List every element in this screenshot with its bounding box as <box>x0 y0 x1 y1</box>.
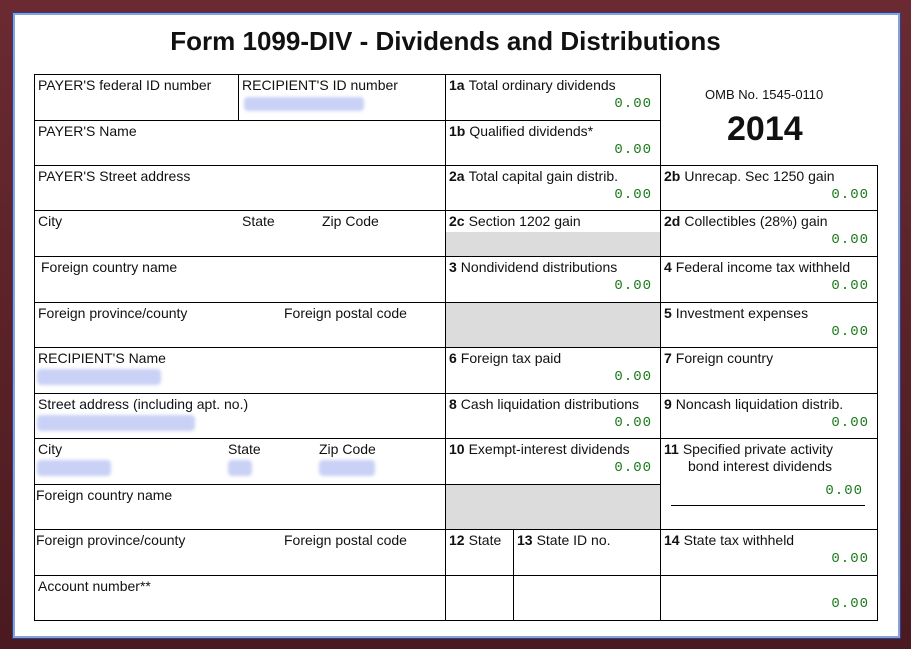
box-2a-label <box>449 168 618 184</box>
box-number: 3 <box>449 259 457 275</box>
payer-street-field[interactable] <box>34 165 446 211</box>
recipient-name-field[interactable] <box>34 347 446 394</box>
box-label: Section 1202 gain <box>468 213 581 229</box>
box-14[interactable] <box>660 529 878 621</box>
box-10-label <box>449 441 630 457</box>
box-number: 13 <box>517 532 533 548</box>
box-4-label <box>664 259 850 275</box>
omb-number: OMB No. 1545-0110 <box>705 87 824 102</box>
box-2c[interactable] <box>445 210 661 257</box>
city-label: City <box>38 441 63 457</box>
foreign-country-label: Foreign country name <box>41 259 178 275</box>
street-apt-label: Street address (including apt. no.) <box>38 396 249 412</box>
payer-foreign-country-field[interactable] <box>34 256 446 303</box>
box-1a-value: 0.00 <box>614 96 652 112</box>
box-label: Investment expenses <box>675 305 809 321</box>
box-12-label <box>449 532 501 548</box>
box-number: 4 <box>664 259 672 275</box>
recipient-id-field[interactable] <box>238 74 446 121</box>
box-11[interactable] <box>660 438 878 530</box>
box-1b-value: 0.00 <box>614 142 652 158</box>
account-number-field[interactable] <box>34 575 446 621</box>
box-1a-label <box>449 77 616 93</box>
box-number: 2a <box>449 168 465 184</box>
state-label: State <box>242 213 275 229</box>
box-label: State tax withheld <box>683 532 795 548</box>
box-label: Total capital gain distrib. <box>468 168 618 184</box>
box-2d[interactable] <box>660 210 878 257</box>
box-8[interactable] <box>445 393 661 439</box>
box-9-label <box>664 396 843 412</box>
box-number: 14 <box>664 532 680 548</box>
redacted-value <box>37 460 111 476</box>
box-number: 1b <box>449 123 466 139</box>
box-number: 5 <box>664 305 672 321</box>
foreign-province-label: Foreign province/county <box>36 532 186 548</box>
box-5[interactable] <box>660 302 878 348</box>
box-6-label <box>449 350 561 366</box>
recipient-name-label: RECIPIENT'S Name <box>38 350 166 366</box>
box-label: Exempt-interest dividends <box>468 441 630 457</box>
box-label: Foreign tax paid <box>460 350 562 366</box>
zip-label: Zip Code <box>319 441 376 457</box>
zip-label: Zip Code <box>322 213 379 229</box>
box-label: Foreign country <box>675 350 774 366</box>
shaded-cell <box>445 484 661 530</box>
payer-name-field[interactable] <box>34 120 446 166</box>
box-6[interactable] <box>445 347 661 394</box>
foreign-province-label: Foreign province/county <box>38 305 188 321</box>
box-2d-label <box>664 213 828 229</box>
divider <box>661 575 877 576</box>
box-14-value-2: 0.00 <box>831 596 869 612</box>
box-label: Collectibles (28%) gain <box>684 213 828 229</box>
foreign-postal-label: Foreign postal code <box>284 532 407 548</box>
box-number: 10 <box>449 441 465 457</box>
box-2d-value: 0.00 <box>831 232 869 248</box>
box-number: 2b <box>664 168 681 184</box>
box-14-value-1: 0.00 <box>831 551 869 567</box>
recipient-id-label: RECIPIENT'S ID number <box>242 77 398 93</box>
box-2a-value: 0.00 <box>614 187 652 203</box>
recipient-street-field[interactable] <box>34 393 446 439</box>
divider <box>445 575 661 576</box>
box-2c-shaded <box>446 232 660 256</box>
box-1a[interactable] <box>445 74 661 121</box>
box-label: Cash liquidation distributions <box>460 396 640 412</box>
box-5-label <box>664 305 808 321</box>
recipient-foreign-country-field[interactable] <box>34 484 446 530</box>
box-label: Federal income tax withheld <box>675 259 851 275</box>
foreign-postal-label: Foreign postal code <box>284 305 407 321</box>
box-9-value: 0.00 <box>831 415 869 431</box>
box-8-value: 0.00 <box>614 415 652 431</box>
payer-city-state-zip-field[interactable] <box>34 210 446 257</box>
payer-street-label: PAYER'S Street address <box>38 168 191 184</box>
box-number: 2c <box>449 213 465 229</box>
box-5-value: 0.00 <box>831 324 869 340</box>
city-label: City <box>38 213 63 229</box>
payer-federal-id-label: PAYER'S federal ID number <box>38 77 212 93</box>
box-number: 11 <box>664 441 679 457</box>
form-title: Form 1099-DIV - Dividends and Distributions <box>170 26 721 56</box>
tax-year: 2014 <box>727 110 803 148</box>
recipient-city-state-zip-field[interactable] <box>34 438 446 485</box>
box-7-label <box>664 350 773 366</box>
box-7[interactable] <box>660 347 878 394</box>
box-number: 12 <box>449 532 465 548</box>
box-label: Noncash liquidation distrib. <box>675 396 844 412</box>
box-2b-value: 0.00 <box>831 187 869 203</box>
foreign-country-label: Foreign country name <box>36 487 173 503</box>
redacted-value <box>37 415 195 431</box>
box-3-value: 0.00 <box>614 278 652 294</box>
box-10[interactable] <box>445 438 661 485</box>
box-label: Unrecap. Sec 1250 gain <box>684 168 835 184</box>
box-11-label <box>664 441 833 457</box>
box-2b-label <box>664 168 835 184</box>
box-number: 1a <box>449 77 465 93</box>
box-number: 7 <box>664 350 672 366</box>
box-9[interactable] <box>660 393 878 439</box>
payer-foreign-province-field[interactable] <box>34 302 446 348</box>
redacted-value <box>228 460 252 476</box>
box-label: Qualified dividends* <box>469 123 594 139</box>
box-number: 6 <box>449 350 457 366</box>
payer-name-label: PAYER'S Name <box>38 123 137 139</box>
box-11-underline <box>671 505 865 506</box>
box-3-label <box>449 259 617 275</box>
box-14-label <box>664 532 794 548</box>
box-label: Total ordinary dividends <box>468 77 616 93</box>
box-label: State ID no. <box>536 532 611 548</box>
shaded-cell <box>445 302 661 348</box>
box-4[interactable] <box>660 256 878 303</box>
box-2b[interactable] <box>660 165 878 211</box>
payer-federal-id-field[interactable] <box>34 74 239 121</box>
box-8-label <box>449 396 639 412</box>
box-1b-label <box>449 123 593 139</box>
box-6-value: 0.00 <box>614 369 652 385</box>
box-2a[interactable] <box>445 165 661 211</box>
box-3[interactable] <box>445 256 661 303</box>
box-number: 8 <box>449 396 457 412</box>
recipient-foreign-province-field[interactable] <box>34 529 446 576</box>
redacted-value <box>319 460 375 476</box>
state-label: State <box>228 441 261 457</box>
account-number-label: Account number** <box>38 578 151 594</box>
box-11-value: 0.00 <box>825 483 863 499</box>
box-number: 9 <box>664 396 672 412</box>
redacted-value <box>244 97 364 111</box>
redacted-value <box>37 369 161 385</box>
box-label: State <box>468 532 502 548</box>
box-label: Specified private activity <box>682 441 833 457</box>
box-11-label-line2: bond interest dividends <box>688 458 832 474</box>
box-number: 2d <box>664 213 681 229</box>
box-label: Nondividend distributions <box>460 259 618 275</box>
box-13-label <box>517 532 611 548</box>
box-1b[interactable] <box>445 120 661 166</box>
box-10-value: 0.00 <box>614 460 652 476</box>
box-4-value: 0.00 <box>831 278 869 294</box>
box-2c-label <box>449 213 581 229</box>
